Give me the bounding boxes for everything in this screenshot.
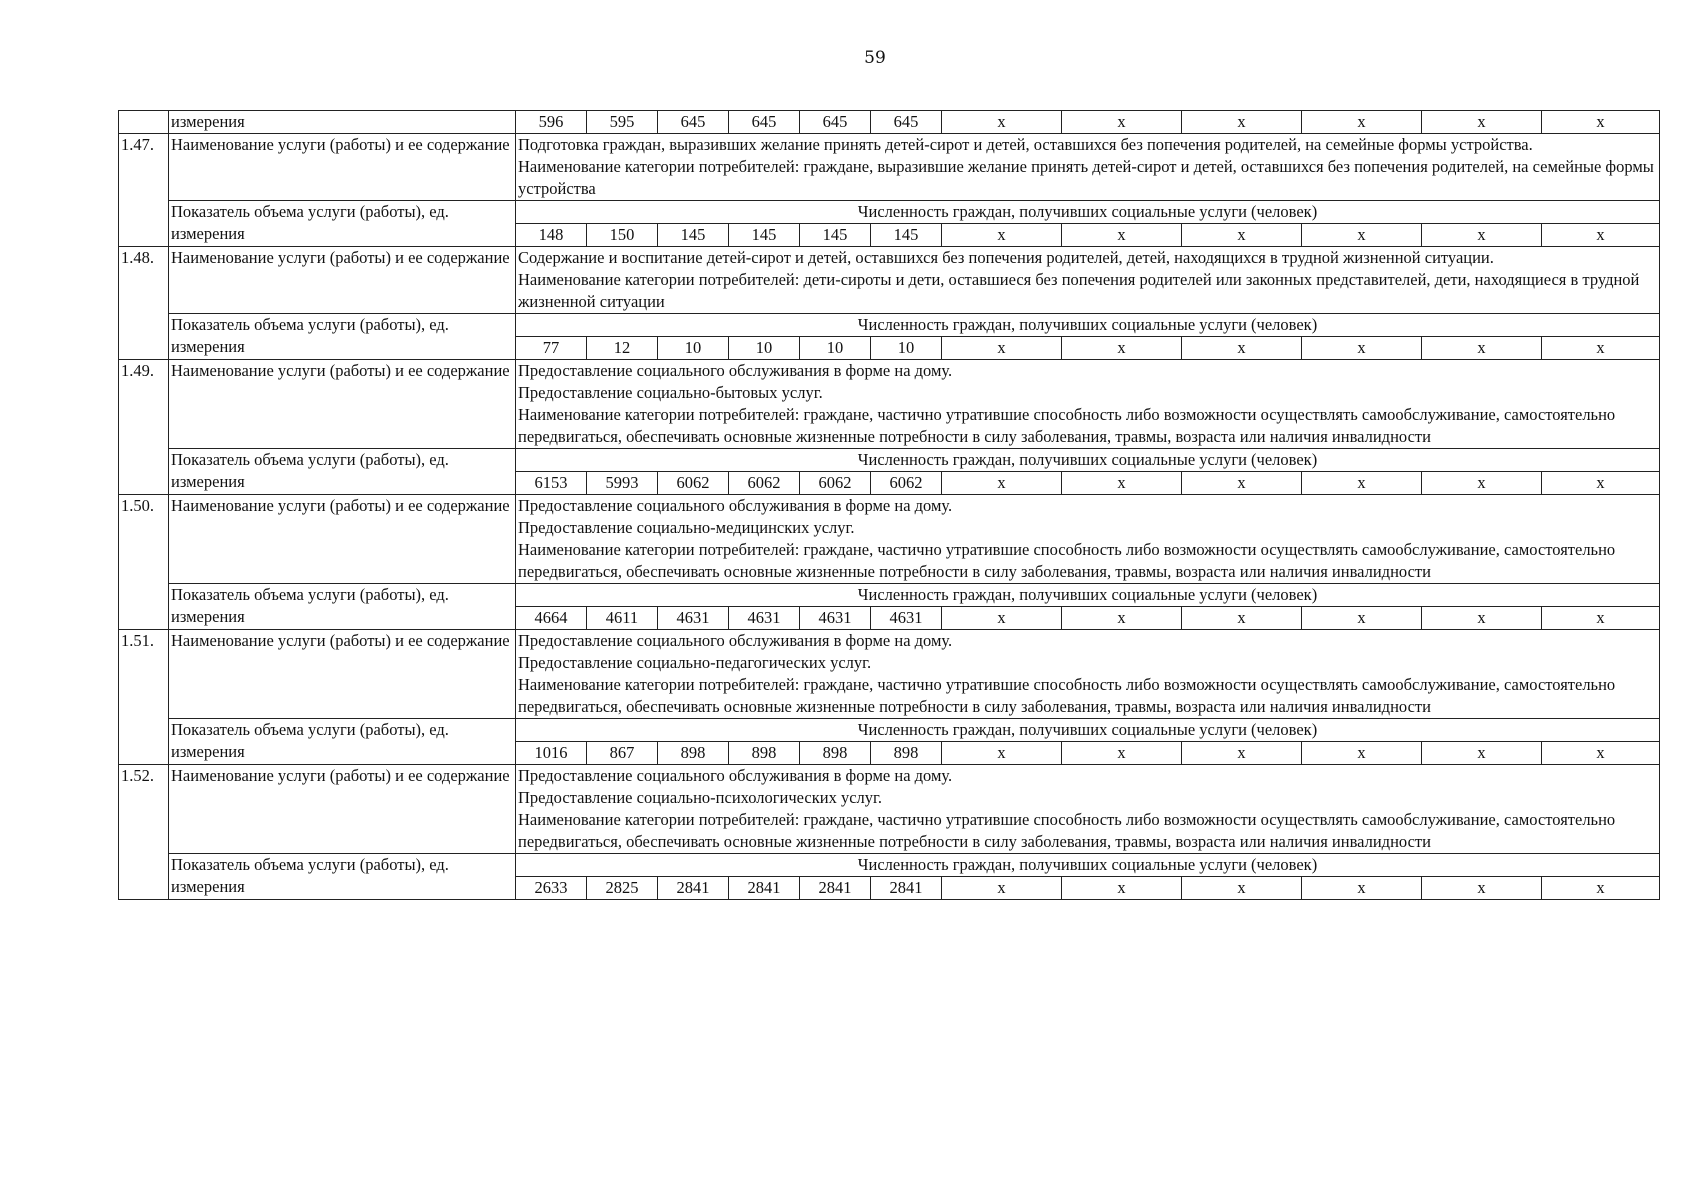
content-line: Предоставление социального обслуживания в форме на дому.	[518, 361, 953, 380]
indicator-title: Численность граждан, получивших социальные услуги (человек)	[516, 449, 1660, 472]
services-table	[118, 110, 1660, 900]
value-cell: х	[1542, 742, 1660, 765]
indicator-title: Численность граждан, получивших социальные услуги (человек)	[516, 719, 1660, 742]
service-number: 1.50.	[119, 495, 169, 630]
service-row	[119, 765, 1660, 854]
table-body	[119, 111, 1660, 900]
value-cell: х	[1542, 224, 1660, 247]
indicator-title: Численность граждан, получивших социальные услуги (человек)	[516, 854, 1660, 877]
value-cell: 595	[587, 111, 658, 134]
value-cell: 2633	[516, 877, 587, 900]
value-cell: 2841	[871, 877, 942, 900]
service-name-label: Наименование услуги (работы) и ее содержание	[169, 247, 516, 314]
value-cell: 10	[729, 337, 800, 360]
indicator-label: Показатель объема услуги (работы), ед. измерения	[169, 201, 516, 247]
value-cell: 145	[729, 224, 800, 247]
content-line: Предоставление социально-психологических услуг.	[518, 788, 883, 807]
page-number: 59	[864, 48, 886, 68]
value-cell: 898	[658, 742, 729, 765]
value-cell: х	[1422, 742, 1542, 765]
value-cell: 596	[516, 111, 587, 134]
value-cell: х	[942, 877, 1062, 900]
value-cell: 2841	[800, 877, 871, 900]
service-number: 1.47.	[119, 134, 169, 247]
content-line: Предоставление социально-бытовых услуг.	[518, 383, 823, 402]
value-cell: х	[1302, 742, 1422, 765]
indicator-row	[119, 449, 1660, 472]
indicator-row	[119, 201, 1660, 224]
service-name-label: Наименование услуги (работы) и ее содержание	[169, 495, 516, 584]
service-content	[516, 495, 1660, 584]
value-cell: 1016	[516, 742, 587, 765]
service-number: 1.51.	[119, 630, 169, 765]
value-cell: 4631	[800, 607, 871, 630]
service-row	[119, 630, 1660, 719]
indicator-row	[119, 719, 1660, 742]
value-cell: х	[1422, 111, 1542, 134]
value-cell: 10	[658, 337, 729, 360]
value-cell: 4631	[658, 607, 729, 630]
service-name-label: Наименование услуги (работы) и ее содержание	[169, 360, 516, 449]
indicator-label: Показатель объема услуги (работы), ед. измерения	[169, 449, 516, 495]
value-cell: 10	[871, 337, 942, 360]
value-cell: 5993	[587, 472, 658, 495]
indicator-row	[119, 584, 1660, 607]
value-cell: х	[1182, 472, 1302, 495]
value-cell: 77	[516, 337, 587, 360]
indicator-title: Численность граждан, получивших социальные услуги (человек)	[516, 201, 1660, 224]
value-cell: 10	[800, 337, 871, 360]
value-cell: х	[1302, 111, 1422, 134]
value-cell: 145	[800, 224, 871, 247]
content-line: Наименование категории потребителей: граждане, частично утратившие способность либо возможности осуществлять самообслуживание, самостоятельно передвигаться, обеспечивать основные жизненные потребности в силу заболевания, травмы, возраста или наличия инвалидности	[518, 405, 1616, 446]
value-cell: 867	[587, 742, 658, 765]
value-cell: х	[1422, 337, 1542, 360]
value-cell: 4631	[729, 607, 800, 630]
service-content	[516, 134, 1660, 201]
content-line: Наименование категории потребителей: граждане, частично утратившие способность либо возможности осуществлять самообслуживание, самостоятельно передвигаться, обеспечивать основные жизненные потребности в силу заболевания, травмы, возраста или наличия инвалидности	[518, 540, 1616, 581]
value-cell: 645	[658, 111, 729, 134]
service-number: 1.49.	[119, 360, 169, 495]
content-line: Предоставление социально-медицинских услуг.	[518, 518, 855, 537]
service-content	[516, 765, 1660, 854]
value-cell: х	[1422, 607, 1542, 630]
value-cell: х	[942, 224, 1062, 247]
value-cell: 4611	[587, 607, 658, 630]
value-cell: х	[1182, 224, 1302, 247]
value-cell: х	[1062, 877, 1182, 900]
value-cell: 898	[871, 742, 942, 765]
value-cell: х	[942, 111, 1062, 134]
value-cell: х	[1302, 472, 1422, 495]
value-cell: х	[942, 472, 1062, 495]
value-cell: х	[1062, 111, 1182, 134]
service-row	[119, 134, 1660, 201]
value-cell: х	[1062, 607, 1182, 630]
value-cell: 2841	[729, 877, 800, 900]
value-cell: х	[1062, 472, 1182, 495]
content-line: Наименование категории потребителей: граждане, частично утратившие способность либо возможности осуществлять самообслуживание, самостоятельно передвигаться, обеспечивать основные жизненные потребности в силу заболевания, травмы, возраста или наличия инвалидности	[518, 675, 1616, 716]
value-cell: х	[1302, 337, 1422, 360]
carry-label: измерения	[169, 111, 516, 134]
service-name-label: Наименование услуги (работы) и ее содержание	[169, 765, 516, 854]
service-row	[119, 247, 1660, 314]
value-cell: х	[942, 337, 1062, 360]
value-cell: х	[1062, 224, 1182, 247]
value-cell: х	[1542, 111, 1660, 134]
value-cell: х	[1302, 224, 1422, 247]
value-cell: х	[1422, 472, 1542, 495]
indicator-title: Численность граждан, получивших социальные услуги (человек)	[516, 314, 1660, 337]
content-line: Содержание и воспитание детей-сирот и детей, оставшихся без попечения родителей, детей, находящихся в трудной жизненной ситуации.	[518, 248, 1494, 267]
content-line: Наименование категории потребителей: граждане, частично утратившие способность либо возможности осуществлять самообслуживание, самостоятельно передвигаться, обеспечивать основные жизненные потребности в силу заболевания, травмы, возраста или наличия инвалидности	[518, 810, 1616, 851]
value-cell: х	[1542, 337, 1660, 360]
value-cell: 145	[658, 224, 729, 247]
value-cell: х	[1302, 607, 1422, 630]
value-cell: х	[1542, 877, 1660, 900]
indicator-title: Численность граждан, получивших социальные услуги (человек)	[516, 584, 1660, 607]
value-cell: 6062	[871, 472, 942, 495]
value-cell: х	[1422, 224, 1542, 247]
service-content	[516, 360, 1660, 449]
value-cell: 6062	[729, 472, 800, 495]
service-number: 1.52.	[119, 765, 169, 900]
service-row	[119, 495, 1660, 584]
value-cell: х	[1062, 742, 1182, 765]
value-cell: х	[942, 607, 1062, 630]
value-cell: х	[1302, 877, 1422, 900]
value-cell: х	[1182, 607, 1302, 630]
indicator-row	[119, 314, 1660, 337]
value-cell: 898	[729, 742, 800, 765]
value-cell: х	[1182, 877, 1302, 900]
content-line: Подготовка граждан, выразивших желание принять детей-сирот и детей, оставшихся без попечения родителей, на семейные формы устройства.	[518, 135, 1533, 154]
value-cell: х	[1542, 472, 1660, 495]
value-cell: х	[1182, 742, 1302, 765]
service-name-label: Наименование услуги (работы) и ее содержание	[169, 134, 516, 201]
indicator-label: Показатель объема услуги (работы), ед. измерения	[169, 854, 516, 900]
value-cell: 6153	[516, 472, 587, 495]
content-line: Наименование категории потребителей: граждане, выразившие желание принять детей-сирот и детей, оставшихся без попечения родителей, на семейные формы устройства	[518, 157, 1654, 198]
value-cell: 150	[587, 224, 658, 247]
value-cell: х	[1422, 877, 1542, 900]
service-number: 1.48.	[119, 247, 169, 360]
value-cell: х	[1182, 337, 1302, 360]
service-content	[516, 247, 1660, 314]
content-line: Предоставление социального обслуживания в форме на дому.	[518, 766, 953, 785]
carry-over-row	[119, 111, 1660, 134]
value-cell: 2825	[587, 877, 658, 900]
content-line: Предоставление социального обслуживания в форме на дому.	[518, 496, 953, 515]
value-cell: 645	[729, 111, 800, 134]
value-cell: 645	[871, 111, 942, 134]
value-cell: 4631	[871, 607, 942, 630]
value-cell: 12	[587, 337, 658, 360]
value-cell: 4664	[516, 607, 587, 630]
content-line: Предоставление социально-педагогических услуг.	[518, 653, 872, 672]
indicator-label: Показатель объема услуги (работы), ед. измерения	[169, 719, 516, 765]
service-name-label: Наименование услуги (работы) и ее содержание	[169, 630, 516, 719]
value-cell: 6062	[800, 472, 871, 495]
value-cell: 148	[516, 224, 587, 247]
value-cell: 6062	[658, 472, 729, 495]
carry-number-cell	[119, 111, 169, 134]
value-cell: 645	[800, 111, 871, 134]
content-line: Предоставление социального обслуживания в форме на дому.	[518, 631, 953, 650]
indicator-label: Показатель объема услуги (работы), ед. измерения	[169, 314, 516, 360]
indicator-row	[119, 854, 1660, 877]
service-content	[516, 630, 1660, 719]
value-cell: 2841	[658, 877, 729, 900]
value-cell: х	[1542, 607, 1660, 630]
service-row	[119, 360, 1660, 449]
content-line: Наименование категории потребителей: дети-сироты и дети, оставшиеся без попечения родителей или законных представителей, дети, находящиеся в трудной жизненной ситуации	[518, 270, 1640, 311]
value-cell: х	[1182, 111, 1302, 134]
value-cell: х	[1062, 337, 1182, 360]
indicator-label: Показатель объема услуги (работы), ед. измерения	[169, 584, 516, 630]
value-cell: 898	[800, 742, 871, 765]
value-cell: 145	[871, 224, 942, 247]
value-cell: х	[942, 742, 1062, 765]
